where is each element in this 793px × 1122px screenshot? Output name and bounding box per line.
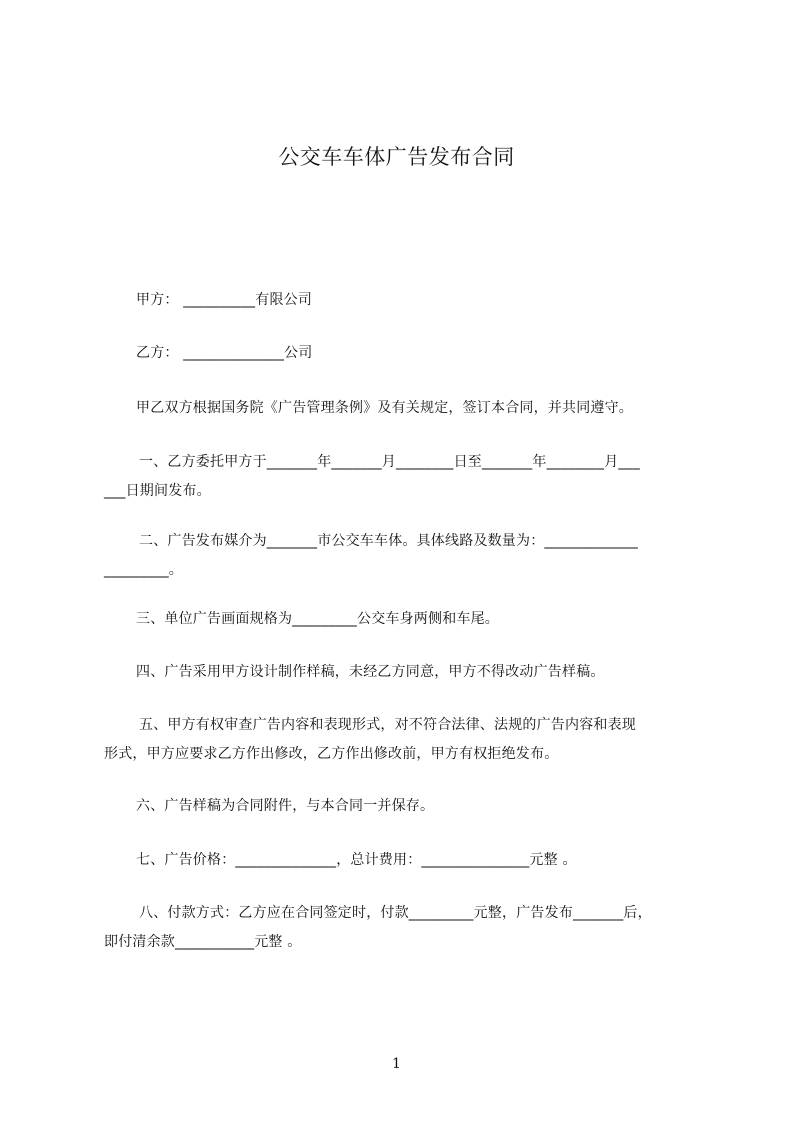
clause-2	[104, 527, 700, 585]
clause-1	[104, 448, 700, 506]
clause-3: 三、单位广告画面规格为_________公交车身两侧和车尾。	[136, 611, 499, 627]
party-b-line: 乙方： ______________公司	[136, 345, 313, 361]
clause-2-line-2: _________。	[104, 562, 183, 578]
party-a-line: 甲方： __________有限公司	[136, 292, 313, 308]
clause-5	[104, 711, 700, 769]
clause-5-line-2: 形式，甲方应要求乙方作出修改，乙方作出修改前，甲方有权拒绝发布。	[104, 746, 559, 762]
clause-1-line-1: 一、乙方委托甲方于_______年_______月________日至_______年________月___	[139, 454, 640, 470]
document-title: 公交车车体广告发布合同	[278, 145, 515, 169]
clause-8	[104, 899, 700, 957]
preamble-paragraph: 甲乙双方根据国务院《广告管理条例》及有关规定，签订本合同，并共同遵守。	[136, 400, 633, 416]
clause-2-line-1: 二、广告发布媒介为_______市公交车车体。具体线路及数量为：_____________	[139, 533, 638, 549]
clause-4: 四、广告采用甲方设计制作样稿，未经乙方同意，甲方不得改动广告样稿。	[136, 664, 605, 680]
clause-1-line-2: ___日期间发布。	[104, 483, 211, 499]
clause-8-line-1: 八、付款方式：乙方应在合同签定时，付款_________元整，广告发布_______后，	[139, 905, 652, 921]
page-number: 1	[392, 1056, 401, 1072]
clause-8-line-2: 即付清余款___________元整 。	[104, 934, 302, 950]
clause-5-line-1: 五、甲方有权审查广告内容和表现形式，对不符合法律、法规的广告内容和表现	[139, 717, 636, 733]
clause-6: 六、广告样稿为合同附件，与本合同一并保存。	[136, 798, 435, 814]
clause-7: 七、广告价格：______________，总计费用：_______________元整 。	[136, 852, 577, 868]
